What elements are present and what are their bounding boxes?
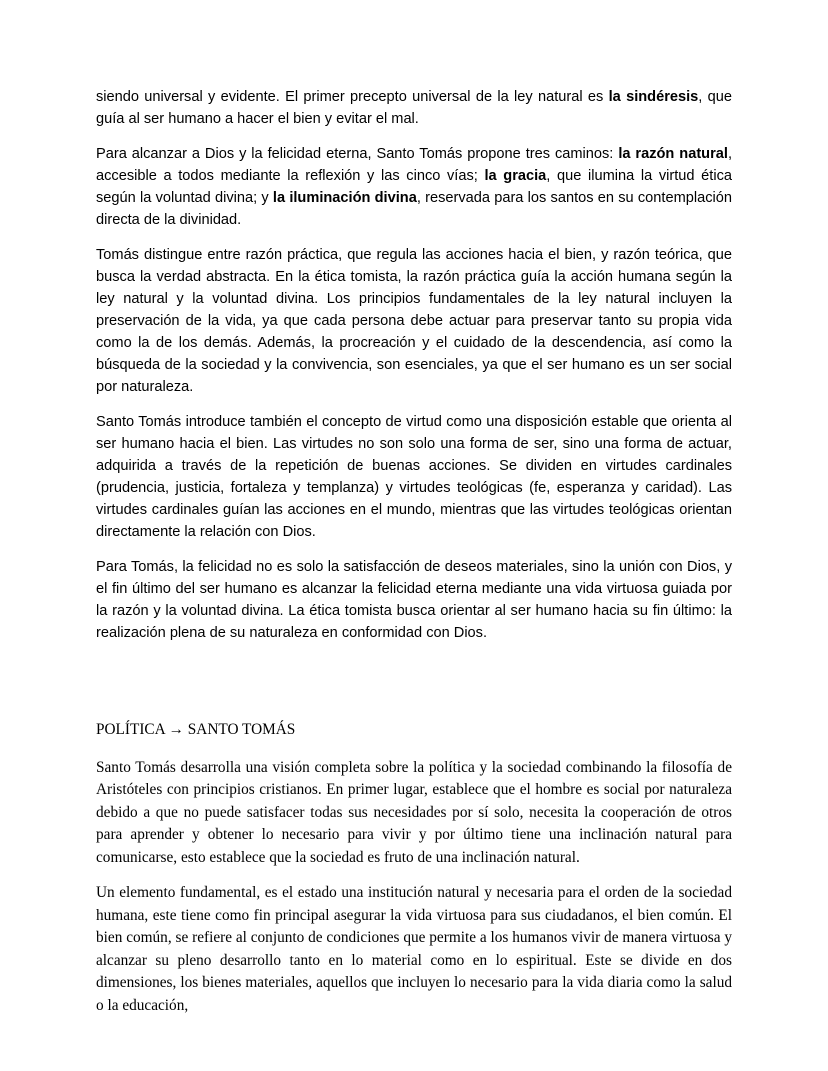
paragraph-happiness: Para Tomás, la felicidad no es solo la satisfacción de deseos materiales, sino la unión con Dios, y el fin último del ser humano es alcanzar la felicidad eterna mediante una vida virtuosa guiada por la razón y la voluntad divina. La ética tomista busca orientar al ser humano hacia su fin último: la realización plena de su naturaleza en conformidad con Dios. bbox=[96, 559, 732, 641]
paragraph-common-good: Un elemento fundamental, es el estado una institución natural y necesaria para el orden de la sociedad humana, este tiene como fin principal asegurar la vida virtuosa para sus ciudadanos, el bien común. El bien común, se refiere al conjunto de condiciones que permite a los humanos vivir de manera virtuosa y alcanzar su pleno desarrollo tanto en lo material como en lo espiritual. Este se divide en dos dimensiones, los bienes materiales, aquellos que incluyen lo necesario para la vida diaria como la salud o la educación, bbox=[96, 884, 732, 1014]
text-run-bold: la gracia bbox=[484, 168, 547, 184]
paragraph-synderesis bbox=[96, 86, 732, 130]
paragraph-three-paths bbox=[96, 143, 732, 231]
section-heading-politics: POLÍTICA → SANTO TOMÁS bbox=[96, 721, 296, 738]
text-run-bold: la razón natural bbox=[618, 146, 728, 162]
text-run: , reservada para los santos en su contemplación directa de la divinidad. bbox=[96, 190, 732, 228]
text-run-bold: la sindéresis bbox=[608, 89, 699, 105]
text-run: , accesible a todos mediante la reflexión y las cinco vías; bbox=[96, 146, 733, 184]
paragraph-practical-reason: Tomás distingue entre razón práctica, que regula las acciones hacia el bien, y razón teórica, que busca la verdad abstracta. En la ética tomista, la razón práctica guía la acción humana según la ley natural y la voluntad divina. Los principios fundamentales de la ley natural incluyen la preservación de la vida, ya que cada persona debe actuar para preservar tanto su propia vida como la de los demás. Además, la procreación y el cuidado de la descendencia, así como la búsqueda de la sociedad y la convivencia, son esenciales, ya que el ser humano es un ser social por naturaleza. bbox=[96, 247, 732, 395]
text-run: Para alcanzar a Dios y la felicidad eterna, Santo Tomás propone tres caminos: bbox=[96, 146, 619, 162]
text-run: siendo universal y evidente. El primer precepto universal de la ley natural es bbox=[96, 89, 609, 105]
text-run-bold: la iluminación divina bbox=[272, 190, 417, 206]
text-run: , que guía al ser humano a hacer el bien y evitar el mal. bbox=[96, 89, 732, 127]
paragraph-virtues: Santo Tomás introduce también el concepto de virtud como una disposición estable que orienta al ser humano hacia el bien. Las virtudes no son solo una forma de ser, sino una forma de actuar, adquirida a través de la repetición de buenas acciones. Se dividen en virtudes cardinales (prudencia, justicia, fortaleza y templanza) y virtudes teológicas (fe, esperanza y caridad). Las virtudes cardinales guían las acciones en el mundo, mientras que las virtudes teológicas orientan directamente la relación con Dios. bbox=[96, 414, 732, 540]
paragraph-social-nature: Santo Tomás desarrolla una visión completa sobre la política y la sociedad combinando la filosofía de Aristóteles con principios cristianos. En primer lugar, establece que el hombre es social por naturaleza debido a que no puede satisfacer todas sus necesidades por sí solo, necesita la cooperación de otros para aprender y obtener lo necesario para vivir y por último tiene una inclinación natural para comunicarse, esto establece que la sociedad es fruto de una inclinación natural. bbox=[96, 758, 732, 866]
text-run: , que ilumina la virtud ética según la voluntad divina; y bbox=[96, 168, 732, 206]
